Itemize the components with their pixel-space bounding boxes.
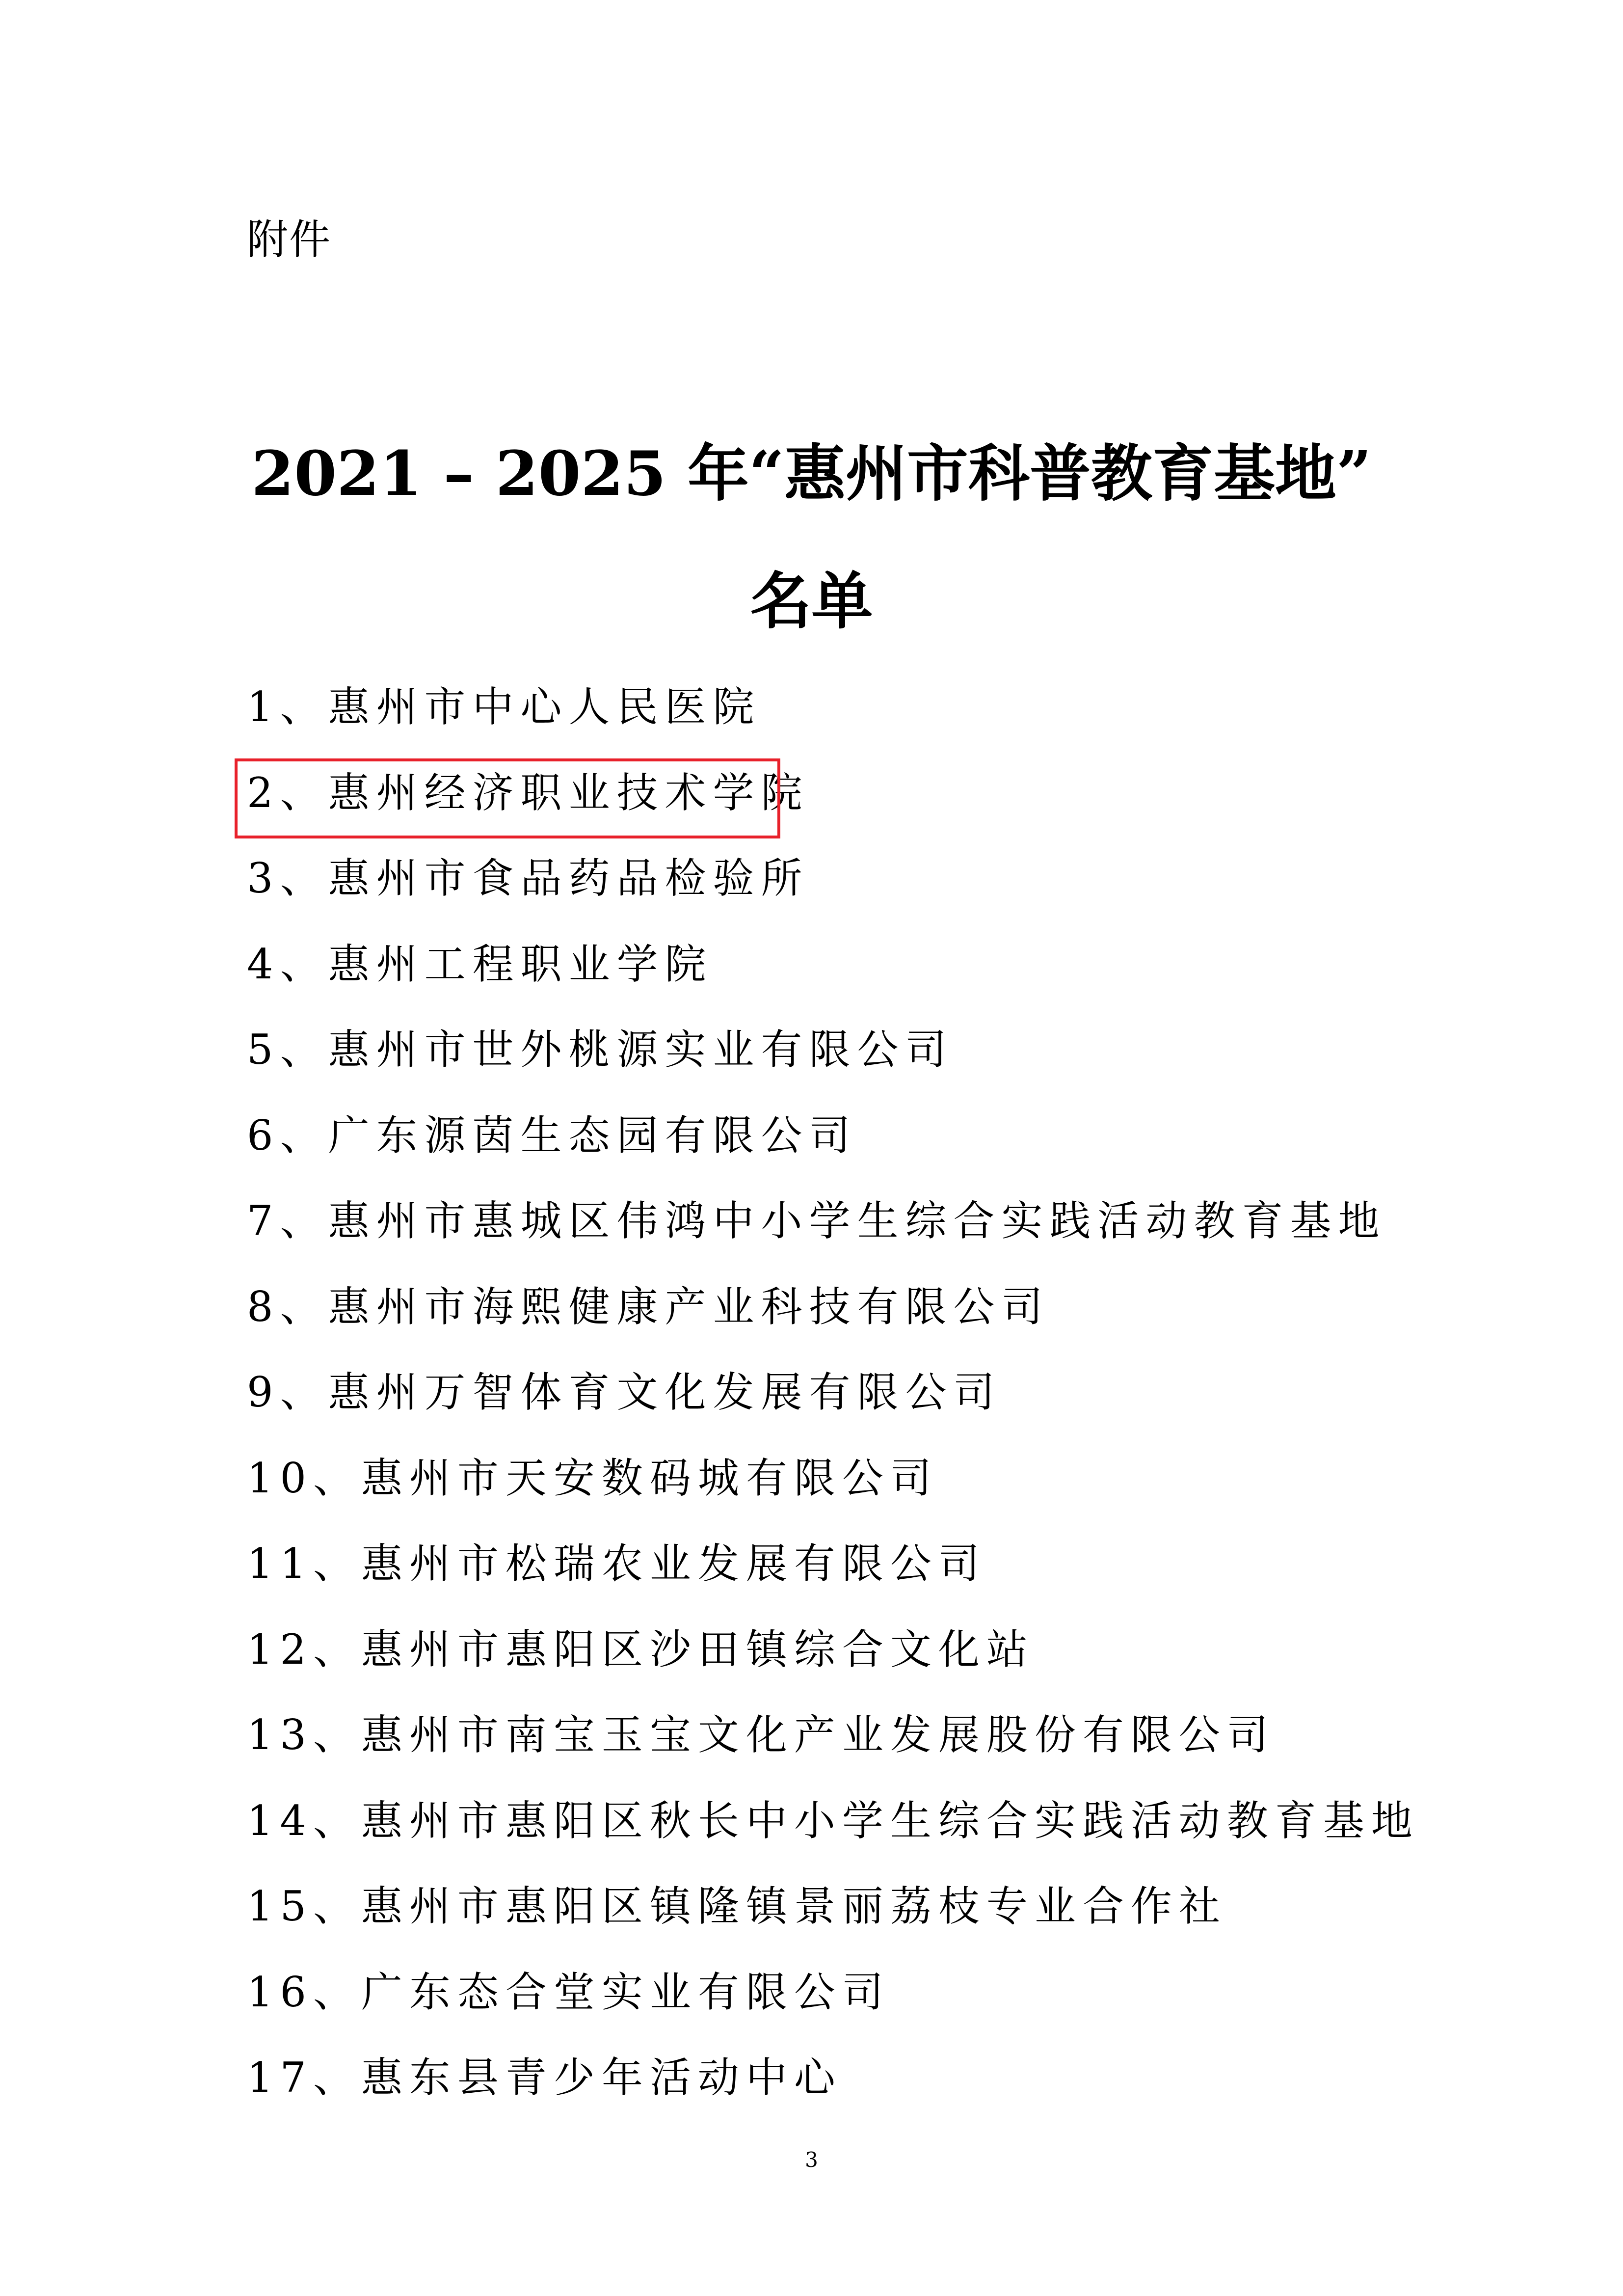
list-item: 10、惠州市天安数码城有限公司 [247, 1454, 938, 1502]
list-item: 15、惠州市惠阳区镇隆镇景丽荔枝专业合作社 [247, 1882, 1227, 1930]
document-title-subtitle: 名单 [750, 566, 873, 637]
list-item: 3、惠州市食品药品检验所 [247, 854, 809, 902]
list-item: 6、广东源茵生态园有限公司 [247, 1111, 857, 1160]
highlight-box [235, 758, 780, 838]
list-item: 11、惠州市松瑞农业发展有限公司 [247, 1540, 986, 1588]
document-title: 2021 – 2025 年“惠州市科普教育基地” [251, 438, 1372, 510]
list-item: 12、惠州市惠阳区沙田镇综合文化站 [247, 1625, 1035, 1674]
list-item: 7、惠州市惠城区伟鸿中小学生综合实践活动教育基地 [247, 1197, 1386, 1245]
list-item: 14、惠州市惠阳区秋长中小学生综合实践活动教育基地 [247, 1796, 1419, 1845]
list-item: 8、惠州市海熙健康产业科技有限公司 [247, 1282, 1050, 1331]
list-item: 5、惠州市世外桃源实业有限公司 [247, 1026, 954, 1074]
base-list [247, 677, 1425, 2134]
list-item: 2、惠州经济职业技术学院 [247, 768, 809, 817]
attachment-label: 附件 [247, 216, 332, 264]
list-item: 17、惠东县青少年活动中心 [247, 2053, 842, 2102]
list-item: 13、惠州市南宝玉宝文化产业发展股份有限公司 [247, 1711, 1275, 1759]
list-item: 16、广东态合堂实业有限公司 [247, 1968, 890, 2016]
list-item: 4、惠州工程职业学院 [247, 940, 713, 988]
page-number: 3 [805, 2148, 818, 2172]
list-item: 1、惠州市中心人民医院 [247, 683, 761, 731]
list-item: 9、惠州万智体育文化发展有限公司 [247, 1368, 1002, 1416]
